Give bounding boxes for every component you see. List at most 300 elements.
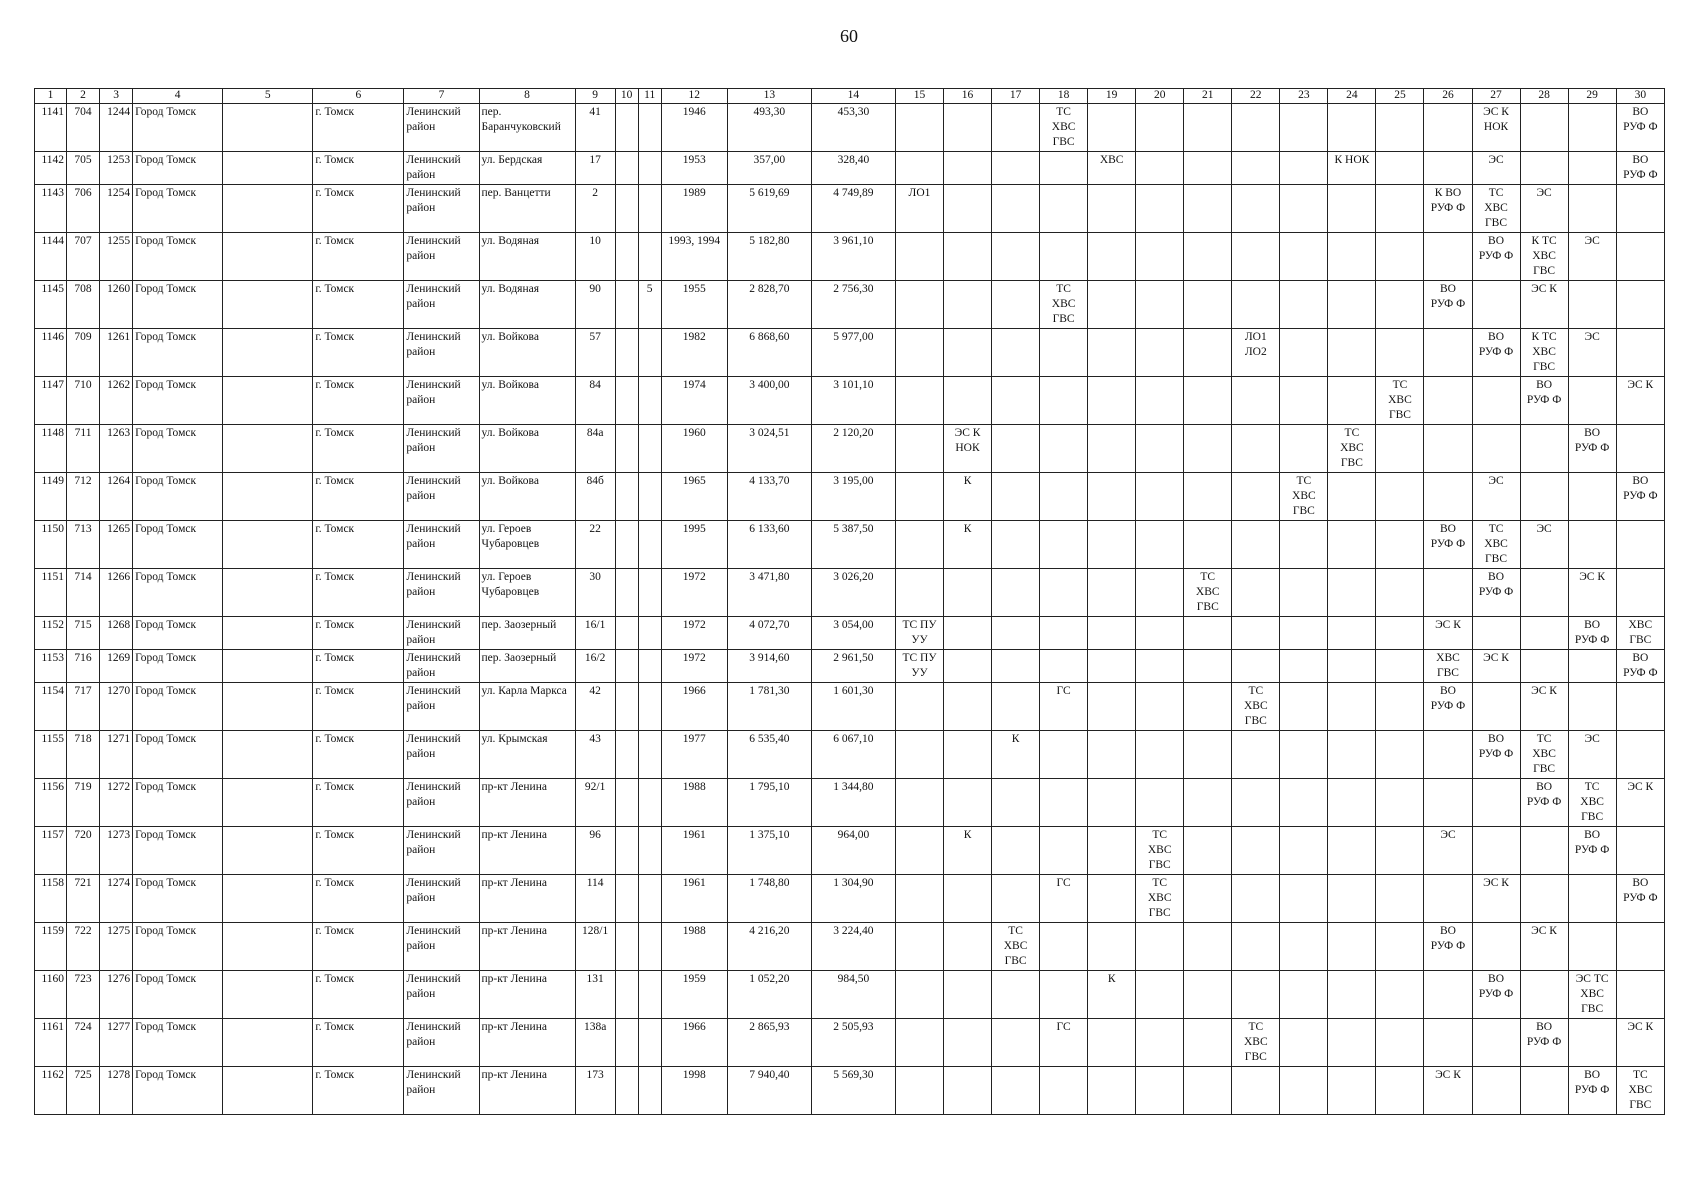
work-code-cell-col-25 <box>1376 281 1424 329</box>
work-code-cell-col-20 <box>1136 650 1184 683</box>
cell-col-12: 1960 <box>661 425 727 473</box>
cell-col-14: 453,30 <box>811 104 895 152</box>
work-code-cell-col-20 <box>1136 1019 1184 1067</box>
cell-col-2: 722 <box>67 923 100 971</box>
work-code-cell-col-25 <box>1376 104 1424 152</box>
work-code-cell-col-29 <box>1568 377 1616 425</box>
work-code-cell-col-26: ХВС ГВС <box>1424 650 1472 683</box>
cell-col-1: 1157 <box>35 827 67 875</box>
work-code-cell-col-27: ВО РУФ Ф <box>1472 329 1520 377</box>
work-code-cell-col-30 <box>1616 329 1664 377</box>
work-code-cell-col-27: ВО РУФ Ф <box>1472 569 1520 617</box>
cell-col-6: г. Томск <box>313 425 404 473</box>
cell-col-5 <box>223 875 313 923</box>
work-code-cell-col-19 <box>1088 281 1136 329</box>
table-row <box>35 281 1665 329</box>
work-code-cell-col-18 <box>1040 152 1088 185</box>
cell-col-8: пер. Ванцетти <box>479 185 575 233</box>
cell-col-3: 1276 <box>100 971 133 1019</box>
work-code-cell-col-16 <box>944 683 992 731</box>
work-code-cell-col-17 <box>992 875 1040 923</box>
cell-col-10 <box>615 233 638 281</box>
work-code-cell-col-19 <box>1088 233 1136 281</box>
work-code-cell-col-23: ТС ХВС ГВС <box>1280 473 1328 521</box>
cell-col-12: 1972 <box>661 650 727 683</box>
cell-col-3: 1272 <box>100 779 133 827</box>
cell-col-11 <box>638 1067 661 1115</box>
work-code-cell-col-21 <box>1184 152 1232 185</box>
work-code-cell-col-18 <box>1040 521 1088 569</box>
cell-col-9: 30 <box>575 569 615 617</box>
work-code-cell-col-16: ЭС К НОК <box>944 425 992 473</box>
cell-col-8: пр-кт Ленина <box>479 827 575 875</box>
work-code-cell-col-19 <box>1088 617 1136 650</box>
work-code-cell-col-28: ЭС К <box>1520 923 1568 971</box>
cell-col-9: 22 <box>575 521 615 569</box>
cell-col-8: ул. Войкова <box>479 473 575 521</box>
work-code-cell-col-17 <box>992 1067 1040 1115</box>
cell-col-6: г. Томск <box>313 152 404 185</box>
cell-col-1: 1154 <box>35 683 67 731</box>
work-code-cell-col-24 <box>1328 185 1376 233</box>
cell-col-12: 1965 <box>661 473 727 521</box>
table-row <box>35 971 1665 1019</box>
cell-col-7: Ленинский район <box>404 521 479 569</box>
cell-col-1: 1149 <box>35 473 67 521</box>
work-code-cell-col-27: ЭС <box>1472 473 1520 521</box>
work-code-cell-col-21 <box>1184 683 1232 731</box>
cell-col-8: ул. Карла Маркса <box>479 683 575 731</box>
cell-col-4: Город Томск <box>133 731 223 779</box>
work-code-cell-col-16 <box>944 569 992 617</box>
table-row <box>35 875 1665 923</box>
work-code-cell-col-20 <box>1136 377 1184 425</box>
work-code-cell-col-19 <box>1088 329 1136 377</box>
cell-col-5 <box>223 104 313 152</box>
work-code-cell-col-18 <box>1040 971 1088 1019</box>
work-code-cell-col-18 <box>1040 233 1088 281</box>
work-code-cell-col-29: ЭС К <box>1568 569 1616 617</box>
work-code-cell-col-17 <box>992 617 1040 650</box>
cell-col-10 <box>615 329 638 377</box>
work-code-cell-col-20 <box>1136 971 1184 1019</box>
work-code-cell-col-15 <box>895 1019 943 1067</box>
cell-col-2: 715 <box>67 617 100 650</box>
work-code-cell-col-17: ТС ХВС ГВС <box>992 923 1040 971</box>
work-code-cell-col-30: ВО РУФ Ф <box>1616 473 1664 521</box>
cell-col-2: 710 <box>67 377 100 425</box>
cell-col-8: ул. Войкова <box>479 425 575 473</box>
cell-col-11 <box>638 875 661 923</box>
cell-col-6: г. Томск <box>313 971 404 1019</box>
cell-col-8: ул. Водяная <box>479 281 575 329</box>
work-code-cell-col-21 <box>1184 779 1232 827</box>
cell-col-10 <box>615 1067 638 1115</box>
cell-col-3: 1262 <box>100 377 133 425</box>
work-code-cell-col-18 <box>1040 425 1088 473</box>
table-row <box>35 329 1665 377</box>
cell-col-3: 1255 <box>100 233 133 281</box>
work-code-cell-col-28: ВО РУФ Ф <box>1520 377 1568 425</box>
work-code-cell-col-17: К <box>992 731 1040 779</box>
work-code-cell-col-28 <box>1520 425 1568 473</box>
cell-col-5 <box>223 329 313 377</box>
work-code-cell-col-23 <box>1280 104 1328 152</box>
cell-col-2: 718 <box>67 731 100 779</box>
cell-col-13: 6 133,60 <box>727 521 811 569</box>
column-header-27: 27 <box>1472 89 1520 104</box>
cell-col-5 <box>223 473 313 521</box>
work-code-cell-col-30 <box>1616 281 1664 329</box>
work-code-cell-col-16: К <box>944 521 992 569</box>
work-code-cell-col-27: ТС ХВС ГВС <box>1472 521 1520 569</box>
cell-col-1: 1156 <box>35 779 67 827</box>
register-table <box>34 88 1665 1115</box>
cell-col-9: 138а <box>575 1019 615 1067</box>
work-code-cell-col-30 <box>1616 233 1664 281</box>
cell-col-7: Ленинский район <box>404 377 479 425</box>
cell-col-12: 1988 <box>661 923 727 971</box>
cell-col-14: 1 344,80 <box>811 779 895 827</box>
work-code-cell-col-23 <box>1280 569 1328 617</box>
work-code-cell-col-23 <box>1280 185 1328 233</box>
cell-col-10 <box>615 971 638 1019</box>
work-code-cell-col-16 <box>944 377 992 425</box>
work-code-cell-col-16 <box>944 185 992 233</box>
cell-col-6: г. Томск <box>313 617 404 650</box>
work-code-cell-col-15 <box>895 473 943 521</box>
cell-col-11 <box>638 971 661 1019</box>
cell-col-5 <box>223 827 313 875</box>
work-code-cell-col-21 <box>1184 281 1232 329</box>
cell-col-2: 705 <box>67 152 100 185</box>
work-code-cell-col-27 <box>1472 617 1520 650</box>
column-header-16: 16 <box>944 89 992 104</box>
cell-col-10 <box>615 152 638 185</box>
work-code-cell-col-21 <box>1184 377 1232 425</box>
work-code-cell-col-15 <box>895 104 943 152</box>
work-code-cell-col-28 <box>1520 617 1568 650</box>
cell-col-10 <box>615 104 638 152</box>
work-code-cell-col-20 <box>1136 521 1184 569</box>
cell-col-11 <box>638 377 661 425</box>
work-code-cell-col-20 <box>1136 683 1184 731</box>
work-code-cell-col-16 <box>944 329 992 377</box>
work-code-cell-col-22 <box>1232 521 1280 569</box>
work-code-cell-col-20: ТС ХВС ГВС <box>1136 827 1184 875</box>
column-header-10: 10 <box>615 89 638 104</box>
cell-col-7: Ленинский район <box>404 185 479 233</box>
column-header-15: 15 <box>895 89 943 104</box>
cell-col-10 <box>615 281 638 329</box>
cell-col-11 <box>638 923 661 971</box>
cell-col-9: 114 <box>575 875 615 923</box>
cell-col-4: Город Томск <box>133 971 223 1019</box>
cell-col-2: 725 <box>67 1067 100 1115</box>
work-code-cell-col-22 <box>1232 569 1280 617</box>
cell-col-2: 713 <box>67 521 100 569</box>
cell-col-10 <box>615 827 638 875</box>
cell-col-8: пр-кт Ленина <box>479 1019 575 1067</box>
work-code-cell-col-28 <box>1520 875 1568 923</box>
column-header-2: 2 <box>67 89 100 104</box>
cell-col-5 <box>223 683 313 731</box>
cell-col-3: 1274 <box>100 875 133 923</box>
work-code-cell-col-25 <box>1376 923 1424 971</box>
cell-col-8: ул. Войкова <box>479 377 575 425</box>
cell-col-1: 1160 <box>35 971 67 1019</box>
cell-col-2: 709 <box>67 329 100 377</box>
work-code-cell-col-20 <box>1136 233 1184 281</box>
cell-col-12: 1946 <box>661 104 727 152</box>
column-header-17: 17 <box>992 89 1040 104</box>
cell-col-14: 2 505,93 <box>811 1019 895 1067</box>
cell-col-5 <box>223 617 313 650</box>
cell-col-2: 712 <box>67 473 100 521</box>
work-code-cell-col-27: ВО РУФ Ф <box>1472 971 1520 1019</box>
work-code-cell-col-24 <box>1328 1067 1376 1115</box>
work-code-cell-col-28: ЭС К <box>1520 683 1568 731</box>
cell-col-9: 128/1 <box>575 923 615 971</box>
work-code-cell-col-19 <box>1088 377 1136 425</box>
cell-col-14: 6 067,10 <box>811 731 895 779</box>
work-code-cell-col-23 <box>1280 923 1328 971</box>
work-code-cell-col-21 <box>1184 827 1232 875</box>
work-code-cell-col-23 <box>1280 971 1328 1019</box>
work-code-cell-col-22 <box>1232 1067 1280 1115</box>
work-code-cell-col-26: ЭС К <box>1424 1067 1472 1115</box>
work-code-cell-col-28: ВО РУФ Ф <box>1520 779 1568 827</box>
work-code-cell-col-18 <box>1040 473 1088 521</box>
work-code-cell-col-23 <box>1280 425 1328 473</box>
work-code-cell-col-24 <box>1328 923 1376 971</box>
cell-col-11 <box>638 104 661 152</box>
cell-col-8: пер. Заозерный <box>479 617 575 650</box>
table-row <box>35 473 1665 521</box>
work-code-cell-col-23 <box>1280 1019 1328 1067</box>
cell-col-9: 84б <box>575 473 615 521</box>
cell-col-4: Город Томск <box>133 233 223 281</box>
work-code-cell-col-26 <box>1424 569 1472 617</box>
work-code-cell-col-29 <box>1568 521 1616 569</box>
column-header-4: 4 <box>133 89 223 104</box>
cell-col-1: 1143 <box>35 185 67 233</box>
cell-col-3: 1260 <box>100 281 133 329</box>
work-code-cell-col-24 <box>1328 1019 1376 1067</box>
cell-col-5 <box>223 971 313 1019</box>
column-header-24: 24 <box>1328 89 1376 104</box>
cell-col-12: 1982 <box>661 329 727 377</box>
work-code-cell-col-16 <box>944 875 992 923</box>
cell-col-8: пр-кт Ленина <box>479 971 575 1019</box>
cell-col-11 <box>638 617 661 650</box>
work-code-cell-col-17 <box>992 971 1040 1019</box>
column-number-header-row <box>35 89 1665 104</box>
cell-col-13: 2 828,70 <box>727 281 811 329</box>
cell-col-1: 1148 <box>35 425 67 473</box>
work-code-cell-col-16 <box>944 617 992 650</box>
work-code-cell-col-16 <box>944 650 992 683</box>
work-code-cell-col-30 <box>1616 425 1664 473</box>
work-code-cell-col-22 <box>1232 377 1280 425</box>
work-code-cell-col-25 <box>1376 185 1424 233</box>
work-code-cell-col-18 <box>1040 779 1088 827</box>
work-code-cell-col-19 <box>1088 185 1136 233</box>
work-code-cell-col-21 <box>1184 473 1232 521</box>
work-code-cell-col-27 <box>1472 377 1520 425</box>
cell-col-4: Город Томск <box>133 569 223 617</box>
work-code-cell-col-21 <box>1184 329 1232 377</box>
cell-col-9: 173 <box>575 1067 615 1115</box>
cell-col-4: Город Томск <box>133 185 223 233</box>
work-code-cell-col-17 <box>992 521 1040 569</box>
work-code-cell-col-25 <box>1376 971 1424 1019</box>
column-header-5: 5 <box>223 89 313 104</box>
work-code-cell-col-15 <box>895 731 943 779</box>
work-code-cell-col-15: ТС ПУ УУ <box>895 617 943 650</box>
work-code-cell-col-19 <box>1088 569 1136 617</box>
work-code-cell-col-18 <box>1040 827 1088 875</box>
work-code-cell-col-29: ВО РУФ Ф <box>1568 1067 1616 1115</box>
work-code-cell-col-21 <box>1184 1067 1232 1115</box>
cell-col-8: ул. Героев Чубаровцев <box>479 569 575 617</box>
cell-col-4: Город Томск <box>133 425 223 473</box>
column-header-23: 23 <box>1280 89 1328 104</box>
work-code-cell-col-24 <box>1328 569 1376 617</box>
work-code-cell-col-29 <box>1568 473 1616 521</box>
work-code-cell-col-25 <box>1376 425 1424 473</box>
work-code-cell-col-22 <box>1232 425 1280 473</box>
table-row <box>35 569 1665 617</box>
work-code-cell-col-24 <box>1328 875 1376 923</box>
cell-col-4: Город Томск <box>133 329 223 377</box>
work-code-cell-col-27 <box>1472 683 1520 731</box>
work-code-cell-col-26: ВО РУФ Ф <box>1424 683 1472 731</box>
cell-col-2: 721 <box>67 875 100 923</box>
cell-col-10 <box>615 473 638 521</box>
work-code-cell-col-17 <box>992 569 1040 617</box>
work-code-cell-col-23 <box>1280 683 1328 731</box>
work-code-cell-col-15 <box>895 827 943 875</box>
work-code-cell-col-22 <box>1232 827 1280 875</box>
work-code-cell-col-29 <box>1568 281 1616 329</box>
work-code-cell-col-22 <box>1232 617 1280 650</box>
cell-col-8: ул. Войкова <box>479 329 575 377</box>
cell-col-6: г. Томск <box>313 281 404 329</box>
cell-col-5 <box>223 233 313 281</box>
work-code-cell-col-24 <box>1328 731 1376 779</box>
work-code-cell-col-29 <box>1568 875 1616 923</box>
cell-col-8: ул. Героев Чубаровцев <box>479 521 575 569</box>
work-code-cell-col-20 <box>1136 185 1184 233</box>
table-row <box>35 1019 1665 1067</box>
cell-col-14: 2 120,20 <box>811 425 895 473</box>
cell-col-14: 1 601,30 <box>811 683 895 731</box>
table-row <box>35 521 1665 569</box>
work-code-cell-col-23 <box>1280 731 1328 779</box>
cell-col-4: Город Томск <box>133 104 223 152</box>
cell-col-12: 1961 <box>661 875 727 923</box>
cell-col-1: 1162 <box>35 1067 67 1115</box>
cell-col-4: Город Томск <box>133 875 223 923</box>
work-code-cell-col-26: ВО РУФ Ф <box>1424 521 1472 569</box>
work-code-cell-col-20 <box>1136 473 1184 521</box>
work-code-cell-col-18 <box>1040 617 1088 650</box>
cell-col-5 <box>223 650 313 683</box>
work-code-cell-col-17 <box>992 281 1040 329</box>
cell-col-5 <box>223 1067 313 1115</box>
work-code-cell-col-23 <box>1280 650 1328 683</box>
table-row <box>35 185 1665 233</box>
table-row <box>35 104 1665 152</box>
work-code-cell-col-22 <box>1232 152 1280 185</box>
cell-col-11 <box>638 152 661 185</box>
cell-col-13: 493,30 <box>727 104 811 152</box>
work-code-cell-col-28: ЭС <box>1520 185 1568 233</box>
table-row <box>35 1067 1665 1115</box>
cell-col-5 <box>223 152 313 185</box>
cell-col-10 <box>615 731 638 779</box>
work-code-cell-col-26 <box>1424 971 1472 1019</box>
column-header-1: 1 <box>35 89 67 104</box>
cell-col-7: Ленинский район <box>404 650 479 683</box>
work-code-cell-col-15 <box>895 683 943 731</box>
work-code-cell-col-18 <box>1040 923 1088 971</box>
work-code-cell-col-24 <box>1328 233 1376 281</box>
cell-col-1: 1145 <box>35 281 67 329</box>
work-code-cell-col-23 <box>1280 617 1328 650</box>
cell-col-1: 1158 <box>35 875 67 923</box>
work-code-cell-col-28: ЭС <box>1520 521 1568 569</box>
cell-col-6: г. Томск <box>313 104 404 152</box>
work-code-cell-col-21 <box>1184 731 1232 779</box>
work-code-cell-col-15 <box>895 233 943 281</box>
cell-col-3: 1271 <box>100 731 133 779</box>
cell-col-14: 3 224,40 <box>811 923 895 971</box>
work-code-cell-col-24 <box>1328 683 1376 731</box>
work-code-cell-col-19: ХВС <box>1088 152 1136 185</box>
cell-col-5 <box>223 281 313 329</box>
cell-col-13: 3 024,51 <box>727 425 811 473</box>
work-code-cell-col-20 <box>1136 152 1184 185</box>
cell-col-7: Ленинский район <box>404 425 479 473</box>
column-header-11: 11 <box>638 89 661 104</box>
cell-col-10 <box>615 377 638 425</box>
work-code-cell-col-16 <box>944 152 992 185</box>
cell-col-11 <box>638 329 661 377</box>
work-code-cell-col-24 <box>1328 779 1376 827</box>
work-code-cell-col-23 <box>1280 152 1328 185</box>
work-code-cell-col-19 <box>1088 1019 1136 1067</box>
cell-col-8: ул. Водяная <box>479 233 575 281</box>
work-code-cell-col-29: ЭС <box>1568 329 1616 377</box>
work-code-cell-col-16 <box>944 779 992 827</box>
work-code-cell-col-26 <box>1424 473 1472 521</box>
cell-col-11 <box>638 185 661 233</box>
table-row <box>35 683 1665 731</box>
cell-col-12: 1989 <box>661 185 727 233</box>
work-code-cell-col-27: ЭС К НОК <box>1472 104 1520 152</box>
work-code-cell-col-18: ГС <box>1040 1019 1088 1067</box>
work-code-cell-col-22 <box>1232 731 1280 779</box>
cell-col-7: Ленинский район <box>404 827 479 875</box>
cell-col-8: пер. Баранчуковский <box>479 104 575 152</box>
work-code-cell-col-19 <box>1088 731 1136 779</box>
cell-col-9: 10 <box>575 233 615 281</box>
work-code-cell-col-17 <box>992 104 1040 152</box>
cell-col-13: 6 868,60 <box>727 329 811 377</box>
cell-col-11 <box>638 569 661 617</box>
